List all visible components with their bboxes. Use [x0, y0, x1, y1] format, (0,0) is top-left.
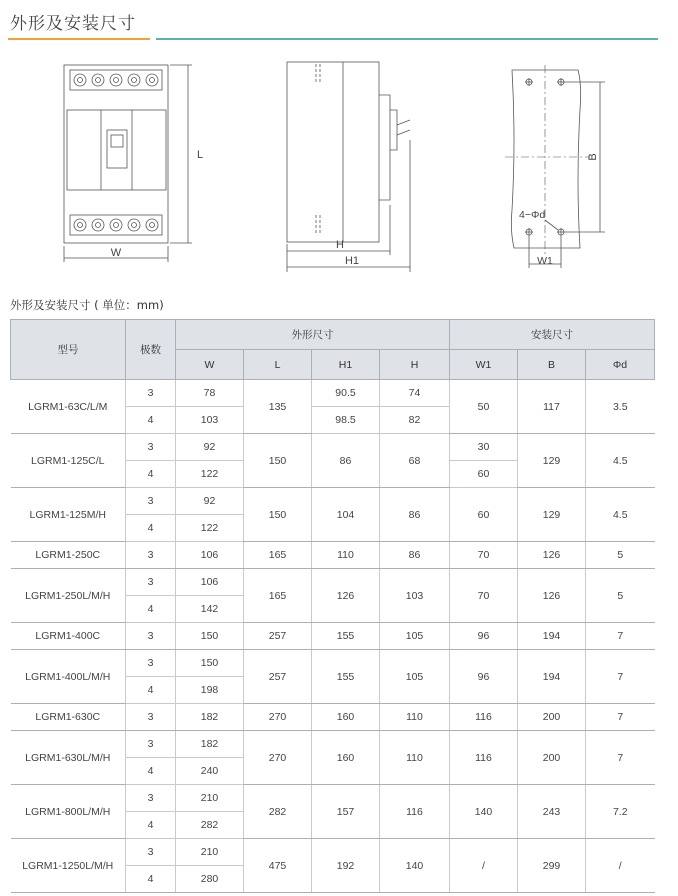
section-title: 外形及安装尺寸: [10, 14, 136, 34]
cell-poles: 4: [126, 407, 176, 434]
cell-w1: 116: [450, 704, 518, 731]
cell-w: 280: [176, 866, 244, 893]
cell-h1: 126: [312, 569, 380, 623]
th-l: L: [244, 350, 312, 380]
cell-b: 194: [518, 623, 586, 650]
table-row: [11, 650, 655, 677]
cell-w: 92: [176, 488, 244, 515]
cell-w: 106: [176, 542, 244, 569]
cell-w: 210: [176, 839, 244, 866]
cell-l: 135: [244, 380, 312, 434]
mounting-view: [505, 65, 605, 268]
cell-poles: 3: [126, 704, 176, 731]
cell-w: 103: [176, 407, 244, 434]
mount-label-w1: W1: [537, 255, 553, 267]
cell-poles: 3: [126, 542, 176, 569]
side-label-h: H: [336, 239, 344, 251]
cell-h: 110: [380, 704, 450, 731]
cell-model: LGRM1-1250L/M/H: [11, 839, 126, 893]
side-view: [287, 62, 410, 272]
cell-h1: 110: [312, 542, 380, 569]
cell-w1: 140: [450, 785, 518, 839]
cell-h1: 155: [312, 623, 380, 650]
table-row: [11, 569, 655, 596]
front-view: [64, 65, 192, 262]
cell-b: 126: [518, 569, 586, 623]
table-row: [11, 785, 655, 812]
th-h: H: [380, 350, 450, 380]
cell-h: 86: [380, 488, 450, 542]
cell-w1: 116: [450, 731, 518, 785]
mount-label-b: B: [587, 153, 599, 161]
cell-h: 105: [380, 650, 450, 704]
cell-model: LGRM1-630C: [11, 704, 126, 731]
cell-model: LGRM1-400L/M/H: [11, 650, 126, 704]
cell-d: 7.2: [586, 785, 655, 839]
cell-w: 182: [176, 731, 244, 758]
table-row: [11, 623, 655, 650]
front-label-w: W: [110, 247, 122, 259]
cell-w: 150: [176, 623, 244, 650]
cell-l: 257: [244, 623, 312, 650]
table-row: [11, 839, 655, 866]
terminal-screws-bottom: [74, 219, 158, 231]
cell-w: 92: [176, 434, 244, 461]
th-d: Φd: [586, 350, 655, 380]
dimension-drawings: [0, 50, 678, 280]
cell-h: 116: [380, 785, 450, 839]
cell-d: /: [586, 839, 655, 893]
cell-l: 270: [244, 704, 312, 731]
cell-h1: 157: [312, 785, 380, 839]
th-install: 安装尺寸: [450, 320, 655, 350]
cell-w: 198: [176, 677, 244, 704]
cell-w: 122: [176, 515, 244, 542]
cell-h1: 160: [312, 704, 380, 731]
cell-b: 129: [518, 488, 586, 542]
cell-d: 7: [586, 623, 655, 650]
cell-h1: 90.5: [312, 380, 380, 407]
cell-w1: 96: [450, 650, 518, 704]
cell-w: 150: [176, 650, 244, 677]
cell-w: 122: [176, 461, 244, 488]
cell-h1: 160: [312, 731, 380, 785]
cell-h: 103: [380, 569, 450, 623]
cell-b: 129: [518, 434, 586, 488]
cell-w: 78: [176, 380, 244, 407]
cell-w: 182: [176, 704, 244, 731]
cell-w1: /: [450, 839, 518, 893]
cell-b: 126: [518, 542, 586, 569]
th-poles: 极数: [126, 320, 176, 380]
front-label-l: L: [196, 149, 204, 161]
cell-poles: 4: [126, 866, 176, 893]
cell-model: LGRM1-63C/L/M: [11, 380, 126, 434]
cell-h: 68: [380, 434, 450, 488]
cell-poles: 3: [126, 434, 176, 461]
cell-l: 165: [244, 542, 312, 569]
cell-l: 150: [244, 434, 312, 488]
section-header: [8, 8, 668, 40]
cell-poles: 3: [126, 380, 176, 407]
cell-w: 106: [176, 569, 244, 596]
cell-d: 3.5: [586, 380, 655, 434]
cell-model: LGRM1-125C/L: [11, 434, 126, 488]
th-b: B: [518, 350, 586, 380]
cell-poles: 4: [126, 758, 176, 785]
cell-d: 7: [586, 731, 655, 785]
cell-d: 7: [586, 650, 655, 704]
cell-w: 210: [176, 785, 244, 812]
table-row: [11, 434, 655, 461]
cell-w1: 96: [450, 623, 518, 650]
cell-h: 74: [380, 380, 450, 407]
cell-h1: 192: [312, 839, 380, 893]
cell-poles: 3: [126, 731, 176, 758]
cell-d: 5: [586, 569, 655, 623]
cell-l: 165: [244, 569, 312, 623]
cell-h: 110: [380, 731, 450, 785]
cell-w1: 60: [450, 461, 518, 488]
cell-w: 240: [176, 758, 244, 785]
cell-h: 82: [380, 407, 450, 434]
th-w: W: [176, 350, 244, 380]
cell-model: LGRM1-630L/M/H: [11, 731, 126, 785]
cell-h1: 86: [312, 434, 380, 488]
cell-model: LGRM1-125M/H: [11, 488, 126, 542]
cell-d: 4.5: [586, 434, 655, 488]
cell-h: 140: [380, 839, 450, 893]
side-label-h1: H1: [344, 255, 360, 267]
cell-h: 86: [380, 542, 450, 569]
cell-b: 117: [518, 380, 586, 434]
cell-b: 200: [518, 731, 586, 785]
cell-poles: 4: [126, 515, 176, 542]
cell-h1: 155: [312, 650, 380, 704]
th-h1: H1: [312, 350, 380, 380]
cell-d: 7: [586, 704, 655, 731]
cell-l: 150: [244, 488, 312, 542]
cell-poles: 4: [126, 461, 176, 488]
cell-l: 270: [244, 731, 312, 785]
cell-w1: 50: [450, 380, 518, 434]
th-outline: 外形尺寸: [176, 320, 450, 350]
cell-poles: 3: [126, 488, 176, 515]
table-row: [11, 542, 655, 569]
cell-l: 257: [244, 650, 312, 704]
cell-w: 142: [176, 596, 244, 623]
cell-poles: 4: [126, 596, 176, 623]
cell-h1: 104: [312, 488, 380, 542]
cell-d: 5: [586, 542, 655, 569]
dimensions-table: [10, 319, 655, 893]
cell-model: LGRM1-800L/M/H: [11, 785, 126, 839]
cell-b: 200: [518, 704, 586, 731]
cell-poles: 3: [126, 650, 176, 677]
cell-b: 299: [518, 839, 586, 893]
cell-w: 282: [176, 812, 244, 839]
title-underline-accent: [8, 38, 150, 40]
cell-model: LGRM1-400C: [11, 623, 126, 650]
table-title: 外形及安装尺寸 ( 单位：mm): [10, 298, 164, 312]
cell-w1: 70: [450, 569, 518, 623]
cell-h1: 98.5: [312, 407, 380, 434]
cell-model: LGRM1-250L/M/H: [11, 569, 126, 623]
table-row: [11, 488, 655, 515]
table-row: [11, 731, 655, 758]
cell-poles: 4: [126, 677, 176, 704]
table-body: [11, 380, 655, 893]
cell-poles: 4: [126, 812, 176, 839]
cell-poles: 3: [126, 785, 176, 812]
cell-poles: 3: [126, 839, 176, 866]
th-w1: W1: [450, 350, 518, 380]
cell-l: 282: [244, 785, 312, 839]
cell-l: 475: [244, 839, 312, 893]
cell-model: LGRM1-250C: [11, 542, 126, 569]
cell-poles: 3: [126, 569, 176, 596]
th-model: 型号: [11, 320, 126, 380]
cell-w1: 30: [450, 434, 518, 461]
cell-w1: 60: [450, 488, 518, 542]
mount-label-hole: 4−Φd: [519, 209, 546, 221]
title-underline: [156, 38, 658, 40]
terminal-screws-top: [74, 74, 158, 86]
cell-b: 243: [518, 785, 586, 839]
table-row: [11, 380, 655, 407]
cell-poles: 3: [126, 623, 176, 650]
cell-b: 194: [518, 650, 586, 704]
cell-d: 4.5: [586, 488, 655, 542]
table-row: [11, 704, 655, 731]
cell-h: 105: [380, 623, 450, 650]
cell-w1: 70: [450, 542, 518, 569]
